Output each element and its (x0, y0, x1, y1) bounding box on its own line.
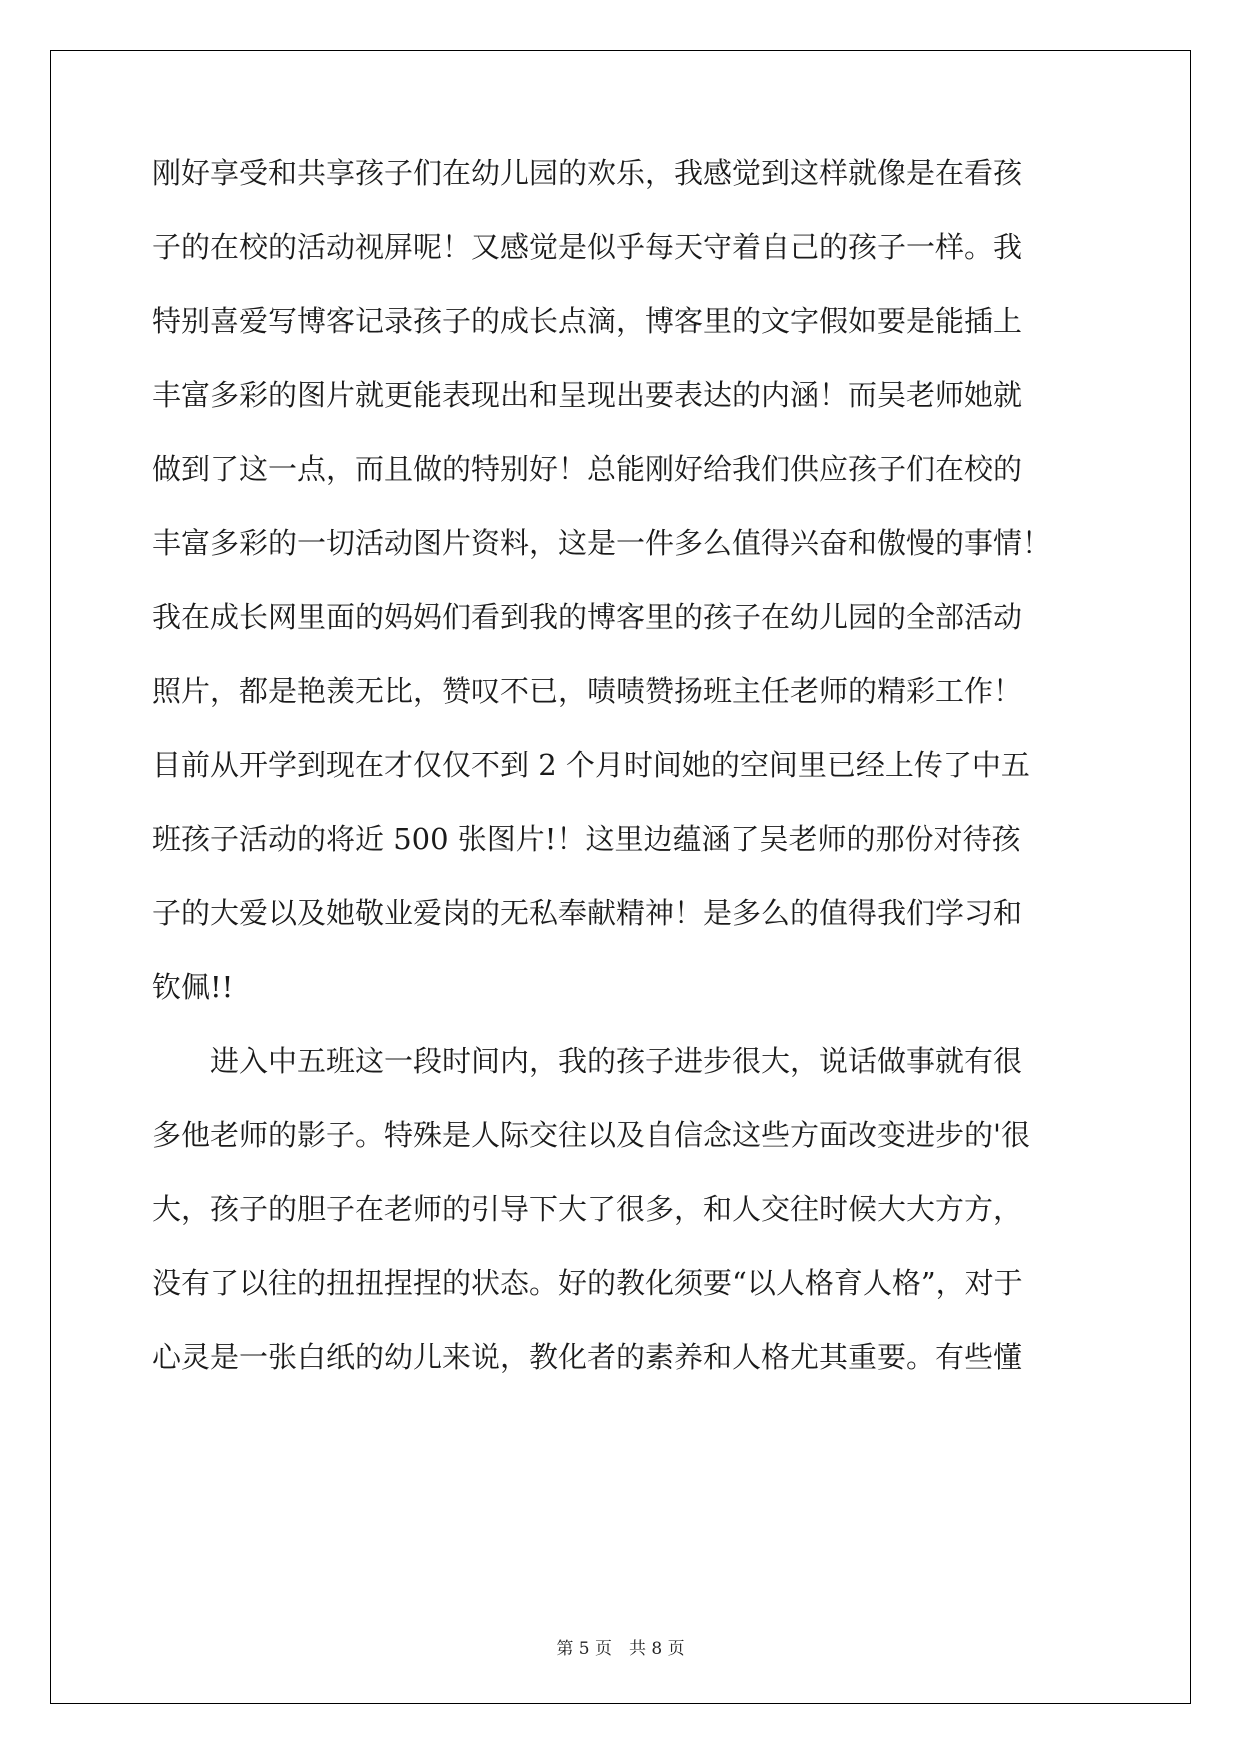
text-line: 没有了以往的扭扭捏捏的状态。好的教化须要“以人格育人格”，对于 (152, 1266, 1023, 1300)
text-line: 做到了这一点，而且做的特别好！总能刚好给我们供应孩子们在校的 (152, 452, 1023, 486)
text-line: 班孩子活动的将近 500 张图片!！这里边蕴涵了吴老师的那份对待孩 (152, 822, 1021, 856)
text-line: 子的在校的活动视屏呢！又感觉是似乎每天守着自己的孩子一样。我 (152, 230, 1023, 264)
text-line: 进入中五班这一段时间内，我的孩子进步很大，说话做事就有很 (152, 1044, 1023, 1078)
text-line: 我在成长网里面的妈妈们看到我的博客里的孩子在幼儿园的全部活动 (152, 600, 1023, 634)
text-line: 丰富多彩的一切活动图片资料，这是一件多么值得兴奋和傲慢的事情！ (152, 526, 1052, 560)
text-line: 特别喜爱写博客记录孩子的成长点滴，博客里的文字假如要是能插上 (152, 304, 1023, 338)
text-line: 刚好享受和共享孩子们在幼儿园的欢乐，我感觉到这样就像是在看孩 (152, 156, 1023, 190)
text-line: 大，孩子的胆子在老师的引导下大了很多，和人交往时候大大方方， (152, 1192, 1023, 1226)
page-border (50, 50, 1191, 1704)
text-line: 丰富多彩的图片就更能表现出和呈现出要表达的内涵！而吴老师她就 (152, 378, 1023, 412)
text-line: 心灵是一张白纸的幼儿来说，教化者的素养和人格尤其重要。有些懂 (152, 1340, 1023, 1374)
page-number-footer: 第 5 页 共 8 页 (556, 1639, 685, 1659)
text-line: 照片，都是艳羡无比，赞叹不已，啧啧赞扬班主任老师的精彩工作！ (152, 674, 1023, 708)
text-line: 多他老师的影子。特殊是人际交往以及自信念这些方面改变进步的'很 (152, 1118, 1030, 1152)
text-line: 钦佩!! (152, 970, 234, 1004)
text-line: 目前从开学到现在才仅仅不到 2 个月时间她的空间里已经上传了中五 (152, 748, 1030, 782)
text-line: 子的大爱以及她敬业爱岗的无私奉献精神！是多么的值得我们学习和 (152, 896, 1023, 930)
